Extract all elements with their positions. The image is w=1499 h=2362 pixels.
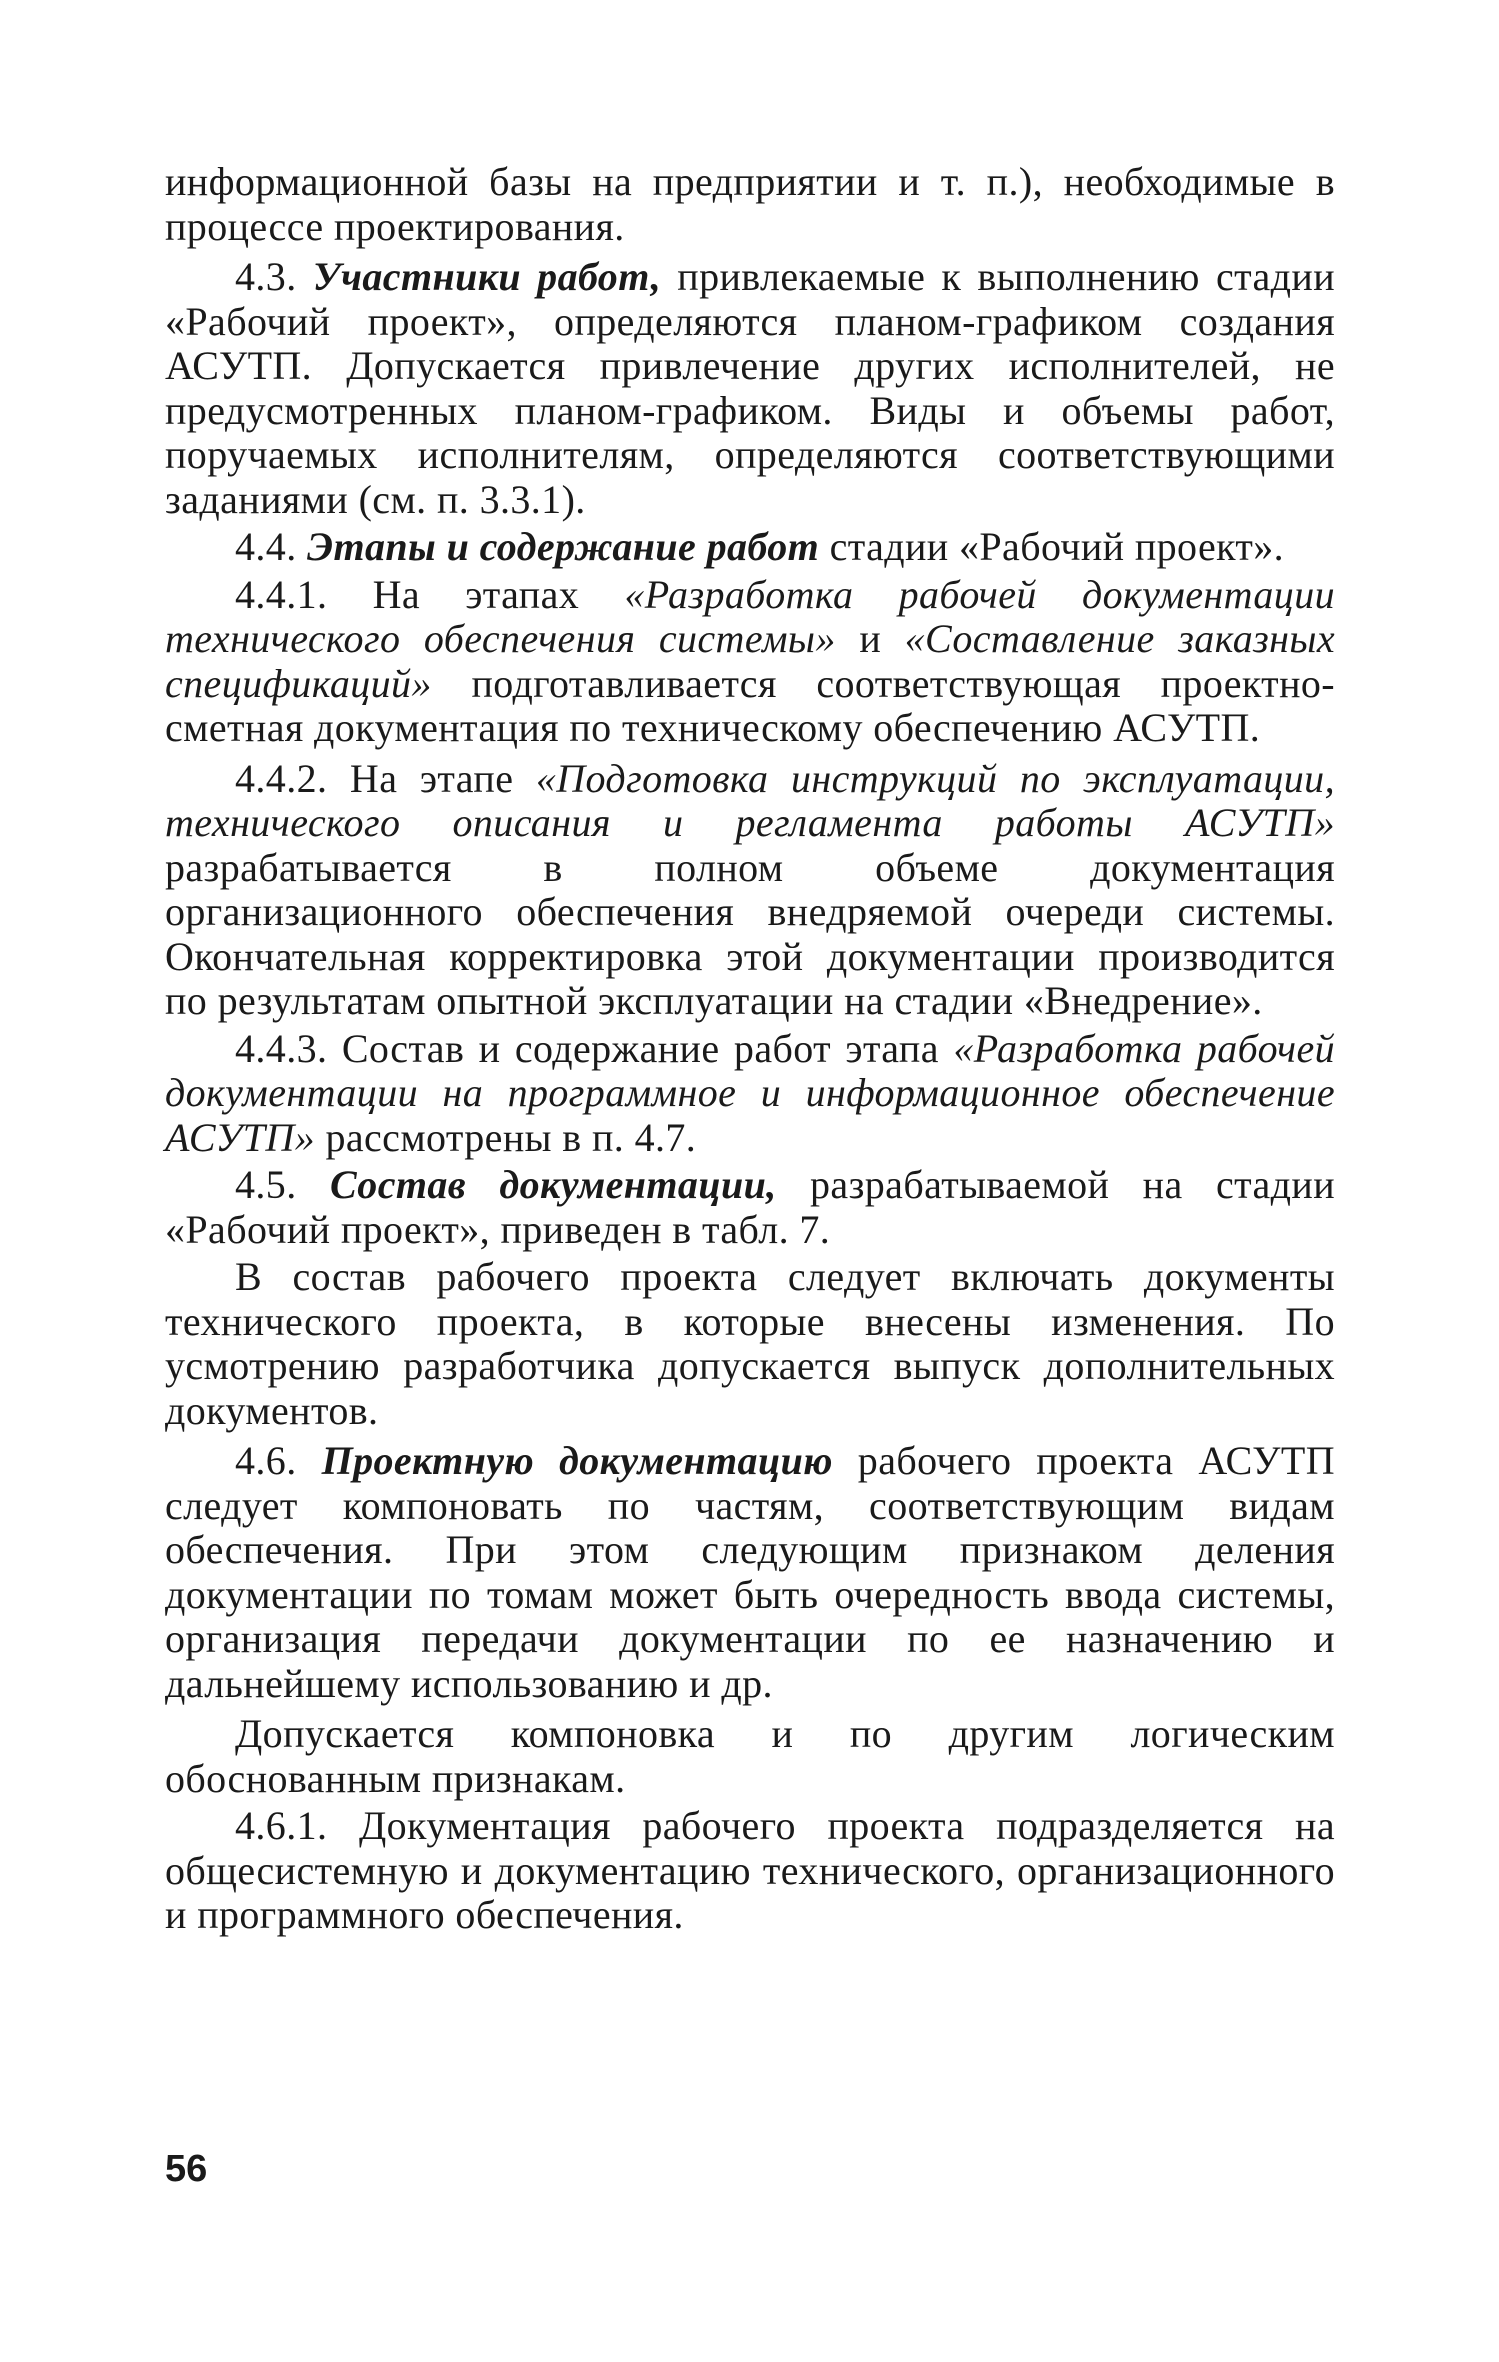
- section-number: 4.4.2.: [235, 755, 328, 801]
- stage-name: «Разработка рабочей документации технического обеспечения системы»: [165, 571, 1335, 661]
- paragraph-text: информационной базы на предприятии и т. п.), необходимые в процессе проектирования.: [165, 159, 1335, 249]
- paragraph-4-5-continuation: [165, 1255, 1335, 1433]
- paragraph-4-6: [165, 1439, 1335, 1706]
- paragraph-text: На этапе: [349, 755, 514, 801]
- paragraph-4-4-3: [165, 1027, 1335, 1161]
- paragraph-text: и: [859, 616, 882, 661]
- section-term: Участники работ,: [312, 254, 662, 299]
- section-term: Этапы и содержание работ: [307, 524, 820, 569]
- paragraph-text: Состав и содержание работ этапа: [341, 1025, 939, 1071]
- section-number: 4.6.1.: [235, 1803, 328, 1848]
- paragraph-text: подготавливается соответствующая проектно-сметная документация по техническому обеспечению АСУТП.: [165, 660, 1335, 750]
- paragraph-text: Допускается компоновка и по другим логическим обоснованным признакам.: [165, 1711, 1335, 1801]
- paragraph-4-3: [165, 255, 1335, 522]
- paragraph-text: привлекаемые к выполнению стадии «Рабочий проект», определяются планом-графиком создания АСУТП. Допускается привлечение других исполнителей, не предусмотренных планом-графиком. Виды и объемы работ, поручаемых исполнителям, определяются соответствующими заданиями (см. п. 3.3.1).: [165, 254, 1336, 522]
- paragraph-4-4-2: [165, 757, 1335, 1024]
- paragraph-4-6-1: [165, 1804, 1335, 1938]
- paragraph-4-4: [165, 525, 1335, 570]
- stage-name: «Разработка рабочей документации на программное и информационное обеспечение АСУТП»: [165, 1025, 1336, 1160]
- paragraph-4-6-continuation: [165, 1712, 1335, 1801]
- section-term: Состав документации,: [329, 1162, 777, 1207]
- paragraph-text: разрабатываемой на стадии «Рабочий проект», приведен в табл. 7.: [165, 1162, 1336, 1252]
- section-number: 4.6.: [235, 1438, 297, 1483]
- paragraph-text: На этапах: [372, 571, 580, 617]
- section-number: 4.4.: [235, 524, 297, 569]
- paragraph-text: В состав рабочего проекта следует включать документы технического проекта, в которые внесены изменения. По усмотрению разработчика допускается выпуск дополнительных документов.: [165, 1254, 1335, 1433]
- page-body: [165, 160, 1335, 1938]
- section-term: Проектную документацию: [321, 1438, 833, 1483]
- paragraph-text: рабочего проекта АСУТП следует компоновать по частям, соответствующим видам обеспечения. При этом следующим признаком деления документации по томам может быть очередность ввода системы, организация передачи документации по ее назначению и дальнейшему использованию и др.: [165, 1438, 1336, 1706]
- paragraph-continuation: [165, 160, 1335, 249]
- paragraph-4-4-1: [165, 573, 1335, 751]
- paragraph-4-5: [165, 1163, 1335, 1252]
- page-number: 56: [165, 2148, 208, 2190]
- stage-name: «Подготовка инструкций по эксплуатации, технического описания и регламента работы АСУТП»: [165, 755, 1335, 845]
- section-number: 4.5.: [235, 1162, 297, 1207]
- paragraph-text: Документация рабочего проекта подразделяется на общесистемную и документацию технического, организационного и программного обеспечения.: [165, 1803, 1335, 1937]
- paragraph-text: рассмотрены в п. 4.7.: [325, 1114, 697, 1160]
- section-number: 4.3.: [235, 254, 297, 299]
- stage-name: «Составление заказных спецификаций»: [165, 616, 1336, 706]
- section-number: 4.4.1.: [235, 571, 328, 617]
- paragraph-text: разрабатывается в полном объеме документация организационного обеспечения внедряемой очереди системы. Окончательная корректировка этой документации производится по результатам опытной эксплуатации на стадии «Внедрение».: [165, 844, 1335, 1023]
- section-number: 4.4.3.: [235, 1025, 328, 1071]
- paragraph-text: стадии «Рабочий проект».: [829, 524, 1285, 569]
